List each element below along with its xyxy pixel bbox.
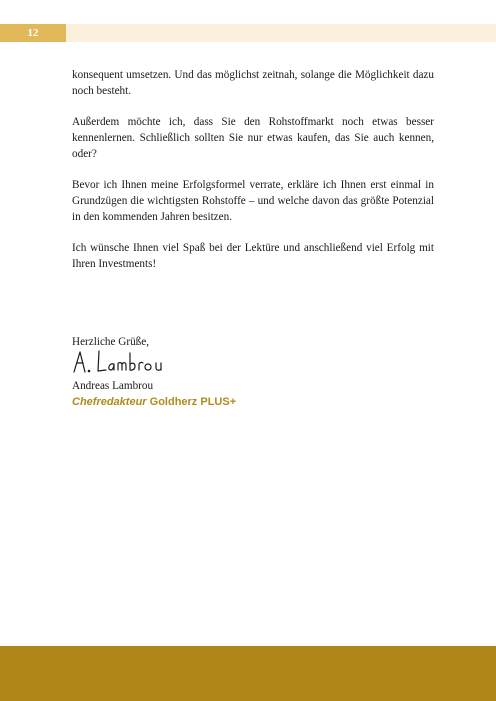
footer-band <box>0 646 496 701</box>
author-title <box>72 395 236 409</box>
paragraph-3: Bevor ich Ihnen meine Erfolgsformel verrate, erkläre ich Ihnen erst einmal in Grundzügen die wichtigsten Rohstoffe – und welche davon das größte Potenzial in den kommenden Jahren besitzen. <box>72 179 434 223</box>
author-role: Chefredakteur <box>72 396 147 408</box>
paragraph-4: Ich wünsche Ihnen viel Spaß bei der Lektüre und anschließend viel Erfolg mit Ihren Investments! <box>72 242 434 270</box>
paragraph-1: konsequent umsetzen. Und das möglichst zeitnah, solange die Möglichkeit dazu noch besteht. <box>72 69 434 97</box>
author-name: Andreas Lambrou <box>72 380 154 392</box>
closing-greeting: Herzliche Grüße, <box>72 336 150 348</box>
paragraph-2: Außerdem möchte ich, dass Sie den Rohstoffmarkt noch etwas besser kennenlernen. Schließlich sollten Sie nur etwas kaufen, das Sie auch kennen, oder? <box>72 116 434 160</box>
signature <box>72 348 172 376</box>
publication-name: Goldherz PLUS+ <box>149 396 237 408</box>
header-strip <box>0 24 496 42</box>
page-number: 12 <box>27 27 39 39</box>
body-text <box>72 67 434 287</box>
